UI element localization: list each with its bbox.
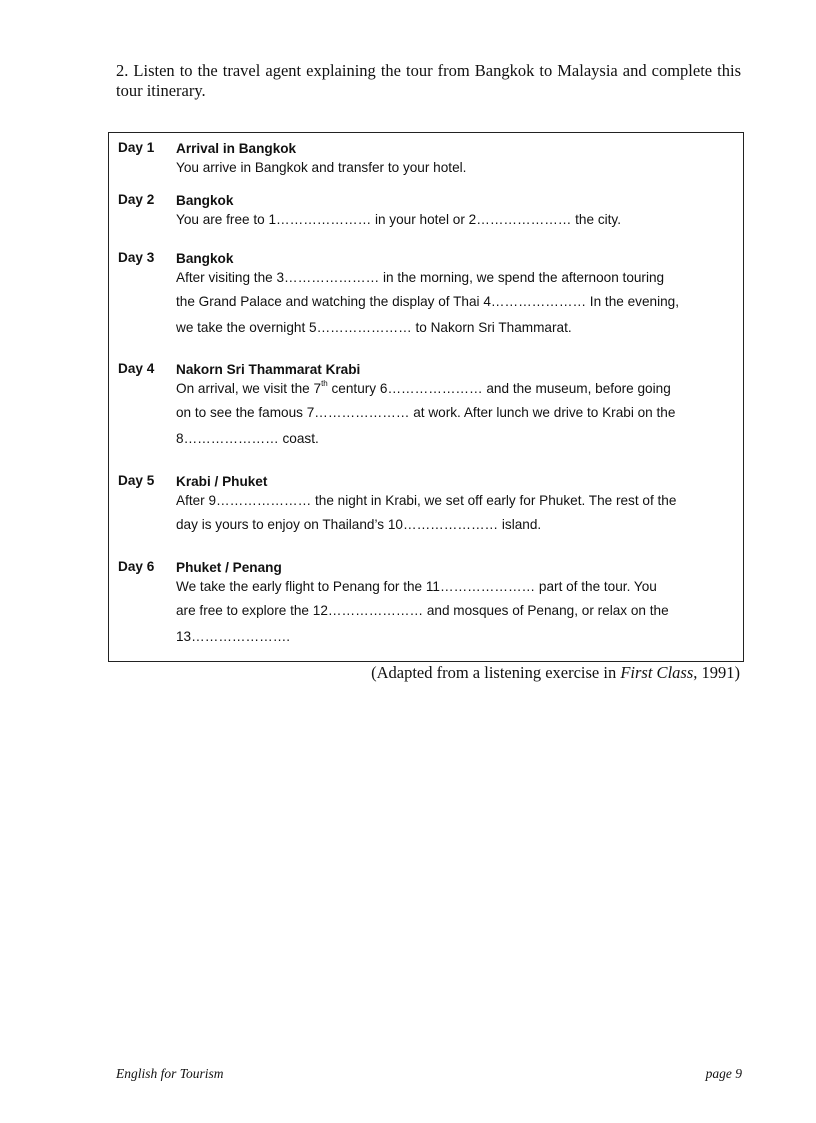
answer-blank-4[interactable]: ………………… bbox=[490, 294, 587, 309]
day-text: we take the overnight 5………………… to Nakorn Sri Thammarat. bbox=[176, 320, 572, 335]
source-credit: (Adapted from a listening exercise in First Class, 1991) bbox=[371, 663, 740, 682]
answer-blank-11[interactable]: ………………… bbox=[439, 579, 536, 594]
day-title: Bangkok bbox=[176, 193, 234, 208]
day-label: Day 3 bbox=[118, 250, 155, 265]
day-title: Nakorn Sri Thammarat Krabi bbox=[176, 362, 361, 377]
day-text: After 9………………… the night in Krabi, we set off early for Phuket. The rest of the bbox=[176, 493, 677, 508]
day-label: Day 2 bbox=[118, 192, 155, 207]
answer-blank-12[interactable]: ………………… bbox=[327, 603, 424, 618]
day-title: Phuket / Penang bbox=[176, 560, 282, 575]
day-text: You arrive in Bangkok and transfer to your hotel. bbox=[176, 160, 467, 175]
source-book-title: First Class bbox=[620, 663, 694, 682]
answer-blank-6[interactable]: ………………… bbox=[387, 381, 483, 396]
answer-blank-5[interactable]: ………………… bbox=[316, 320, 412, 335]
footer-book-title: English for Tourism bbox=[116, 1066, 224, 1081]
day-text: We take the early flight to Penang for the 11………………… part of the tour. You bbox=[176, 579, 657, 594]
day-text: 13…………………. bbox=[176, 629, 291, 644]
day-title: Bangkok bbox=[176, 251, 234, 266]
day-title: Arrival in Bangkok bbox=[176, 141, 297, 156]
day-text: the Grand Palace and watching the display of Thai 4………………… In the evening, bbox=[176, 294, 679, 309]
answer-blank-7[interactable]: ………………… bbox=[314, 405, 410, 420]
footer-page-number: page 9 bbox=[705, 1066, 742, 1081]
exercise-instruction: 2. Listen to the travel agent explaining the tour from Bangkok to Malaysia and complete this tour itinerary. bbox=[116, 61, 741, 100]
answer-blank-8[interactable]: ………………… bbox=[183, 431, 279, 446]
day-text: on to see the famous 7………………… at work. After lunch we drive to Krabi on the bbox=[176, 405, 676, 420]
day-text: 8………………… coast. bbox=[176, 431, 319, 446]
answer-blank-1[interactable]: ………………… bbox=[276, 212, 372, 227]
answer-blank-2[interactable]: ………………… bbox=[476, 212, 572, 227]
answer-blank-9[interactable]: ………………… bbox=[216, 493, 312, 508]
answer-blank-13[interactable]: …………………. bbox=[191, 629, 291, 644]
answer-blank-3[interactable]: ………………… bbox=[284, 270, 380, 285]
day-text: are free to explore the 12………………… and mosques of Penang, or relax on the bbox=[176, 603, 669, 618]
day-title: Krabi / Phuket bbox=[176, 474, 268, 489]
answer-blank-10[interactable]: ………………… bbox=[402, 517, 499, 532]
day-text: You are free to 1………………… in your hotel or 2………………… the city. bbox=[176, 212, 621, 227]
day-label: Day 4 bbox=[118, 361, 155, 376]
day-text: On arrival, we visit the 7th century 6………………… and the museum, before going bbox=[176, 379, 671, 396]
itinerary-box bbox=[108, 132, 744, 662]
day-label: Day 6 bbox=[118, 559, 155, 574]
day-text: day is yours to enjoy on Thailand’s 10………………… island. bbox=[176, 517, 542, 532]
day-label: Day 1 bbox=[118, 140, 155, 155]
day-text: After visiting the 3………………… in the morning, we spend the afternoon touring bbox=[176, 270, 665, 285]
day-label: Day 5 bbox=[118, 473, 155, 488]
